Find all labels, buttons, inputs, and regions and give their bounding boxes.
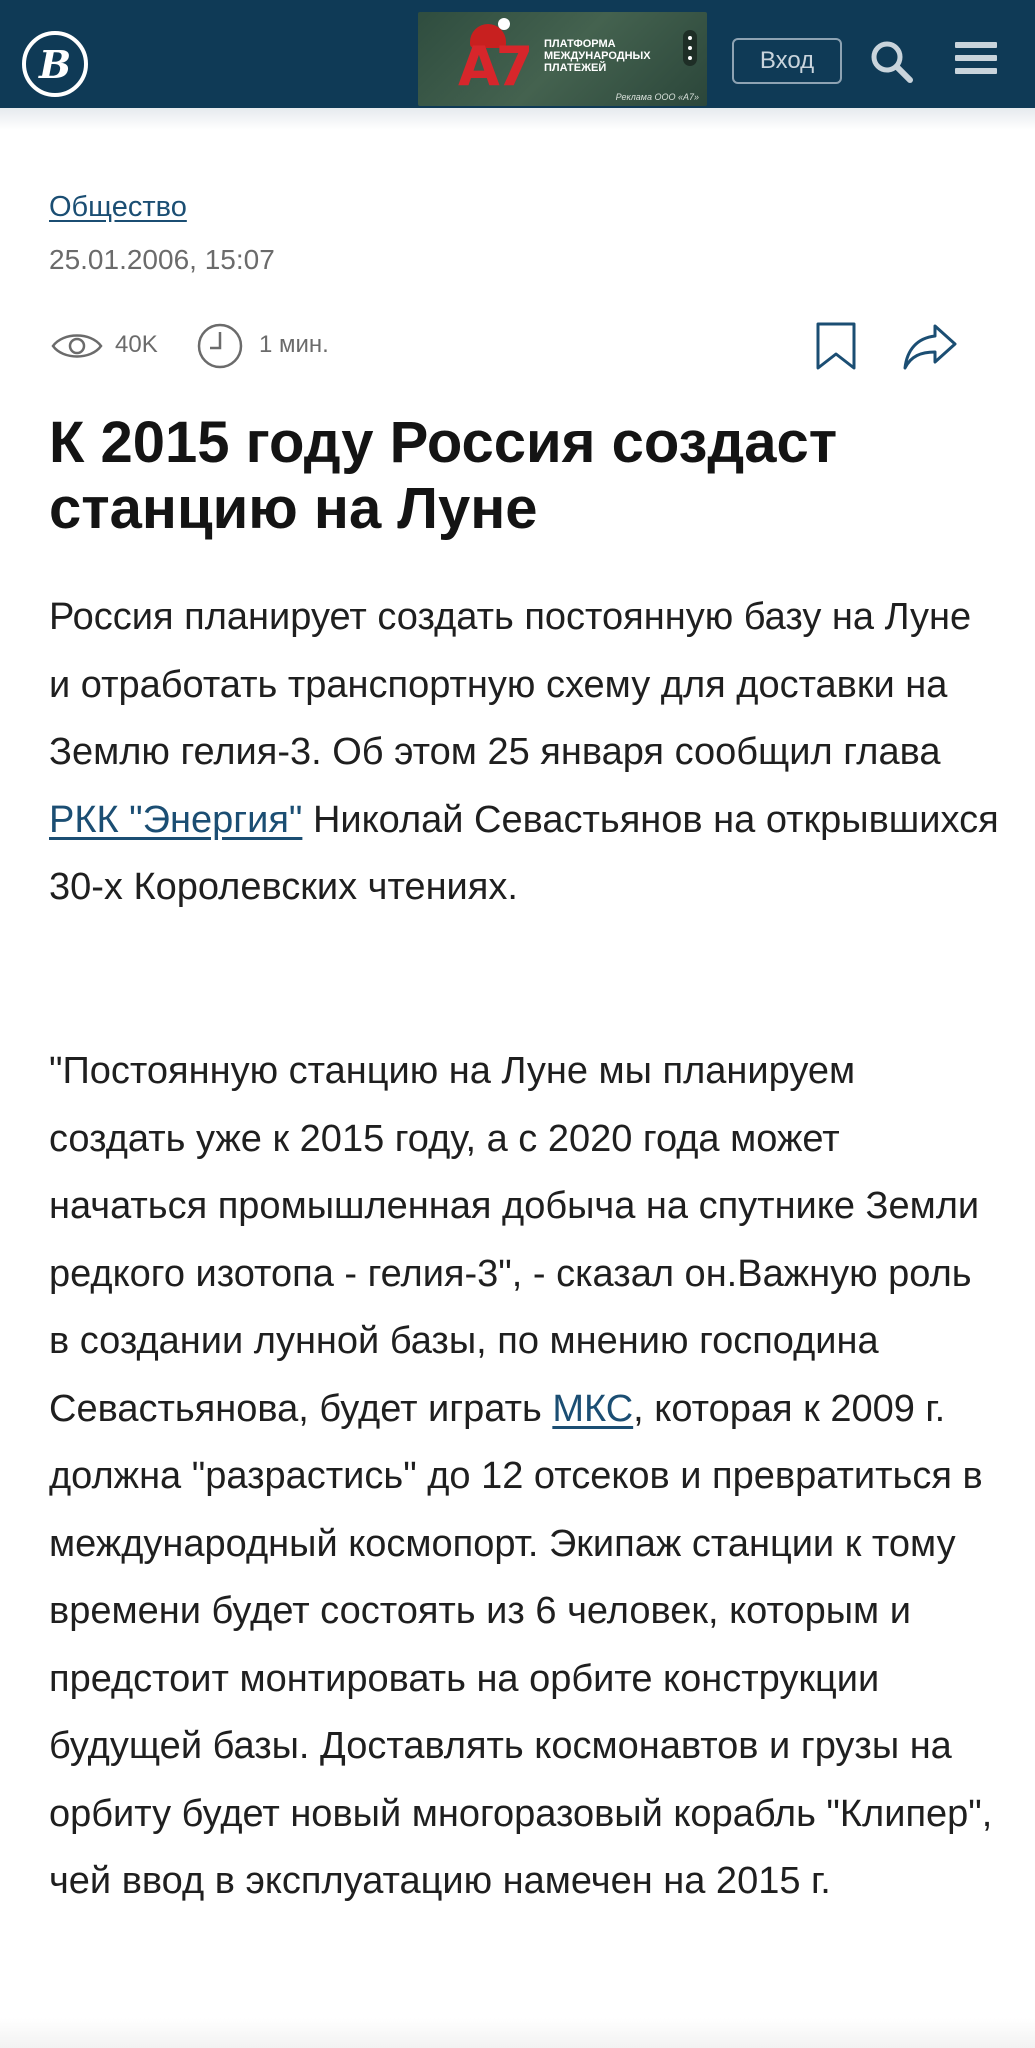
category-link[interactable]: Общество bbox=[49, 191, 187, 223]
ad-brand-logo: A7 bbox=[458, 35, 530, 98]
clock-icon bbox=[196, 322, 244, 370]
ad-text: ПЛАТФОРМА МЕЖДУНАРОДНЫХ ПЛАТЕЖЕЙ bbox=[544, 38, 651, 74]
energia-link[interactable]: РКК "Энергия" bbox=[49, 798, 303, 841]
bookmark-icon[interactable] bbox=[815, 322, 857, 370]
publish-date: 25.01.2006, 15:07 bbox=[49, 244, 275, 275]
share-icon[interactable] bbox=[903, 322, 957, 370]
article-title: К 2015 году Россия создаст станцию на Луне bbox=[49, 410, 838, 541]
hamburger-menu-icon[interactable] bbox=[955, 42, 997, 80]
header-shadow bbox=[0, 108, 1035, 130]
iss-link[interactable]: МКС bbox=[552, 1387, 634, 1430]
login-button[interactable]: Вход bbox=[732, 38, 842, 84]
eye-icon bbox=[51, 330, 103, 362]
ad-caption: Реклама ООО «А7» bbox=[615, 92, 699, 102]
body-text-start: "Постоянную станцию на Луне мы планируем создать уже к 2015 году, а с 2020 года может начаться промышленная добыча на спутнике Земли редкого изотопа - гелия-3", - сказал он.Важную роль в создании лунной базы, по мнению господина Севастьянова, будет играть bbox=[49, 1050, 980, 1430]
article-body bbox=[49, 1038, 999, 1916]
site-header bbox=[0, 0, 1035, 108]
lead-text-end: Николай Севастьянов на открывшихся 30-х Королевских чтениях. bbox=[49, 798, 999, 908]
bottom-fade bbox=[0, 2018, 1035, 2048]
ad-banner[interactable] bbox=[418, 12, 707, 106]
ad-options-icon[interactable] bbox=[683, 30, 697, 66]
search-icon[interactable] bbox=[868, 38, 914, 84]
article-meta-bar bbox=[49, 322, 969, 370]
views-count: 40K bbox=[115, 331, 158, 358]
lead-text-start: Россия планирует создать постоянную базу на Луне и отработать транспортную схему для доставки на Землю гелия-3. Об этом 25 января сообщил глава bbox=[49, 596, 972, 773]
site-logo[interactable]: В bbox=[22, 31, 88, 97]
body-text-end: , которая к 2009 г. должна "разрастись" до 12 отсеков и превратиться в международный космопорт. Экипаж станции к тому времени будет состоять из 6 человек, которым и предстоит монтировать на орбите конструкции будущей базы. Доставлять космонавтов и грузы на орбиту будет новый многоразовый корабль "Клипер", чей ввод в эксплуатацию намечен на 2015 г. bbox=[49, 1387, 993, 1902]
read-time: 1 мин. bbox=[259, 331, 329, 358]
article-lead bbox=[49, 584, 999, 922]
